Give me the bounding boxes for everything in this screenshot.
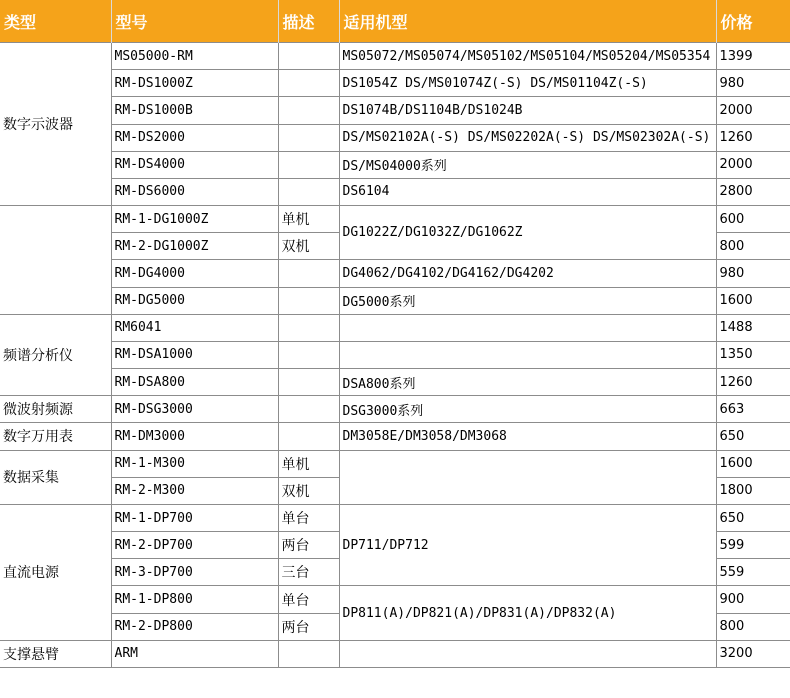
model-cell: RM-2-M300	[111, 477, 278, 504]
fit-cell: DS6104	[339, 178, 716, 205]
desc-cell	[278, 396, 339, 423]
desc-cell	[278, 260, 339, 287]
model-cell: RM-DM3000	[111, 423, 278, 450]
fit-cell: DS/MS04000系列	[339, 151, 716, 178]
model-cell: RM-1-DP800	[111, 586, 278, 613]
model-cell: RM-DSG3000	[111, 396, 278, 423]
desc-cell: 三台	[278, 559, 339, 586]
desc-cell	[278, 640, 339, 667]
desc-cell	[278, 287, 339, 314]
desc-cell: 单台	[278, 504, 339, 531]
desc-cell: 单机	[278, 450, 339, 477]
table-row	[0, 43, 790, 70]
category-spectrum: 频谱分析仪	[0, 314, 111, 396]
desc-cell: 单机	[278, 206, 339, 233]
table-row	[0, 450, 790, 477]
table-row	[0, 260, 790, 287]
model-cell: RM-1-DG1000Z	[111, 206, 278, 233]
header-type: 类型	[0, 0, 111, 43]
model-cell: RM-DS1000Z	[111, 70, 278, 97]
header-desc: 描述	[278, 0, 339, 43]
price-cell: 1600	[716, 287, 790, 314]
fit-cell: DM3058E/DM3058/DM3068	[339, 423, 716, 450]
model-cell: RM-DS4000	[111, 151, 278, 178]
category-blank	[0, 206, 111, 315]
model-cell: RM-DS2000	[111, 124, 278, 151]
desc-cell	[278, 341, 339, 368]
fit-cell: DP711/DP712	[339, 504, 716, 586]
category-daq: 数据采集	[0, 450, 111, 504]
model-cell: RM-DSA800	[111, 369, 278, 396]
price-cell: 1350	[716, 341, 790, 368]
table-row	[0, 70, 790, 97]
price-cell: 800	[716, 233, 790, 260]
model-cell: RM6041	[111, 314, 278, 341]
fit-cell	[339, 640, 716, 667]
price-cell: 900	[716, 586, 790, 613]
model-cell: ARM	[111, 640, 278, 667]
price-cell: 599	[716, 532, 790, 559]
model-cell: MS05000-RM	[111, 43, 278, 70]
desc-cell	[278, 70, 339, 97]
header-row	[0, 0, 790, 43]
model-cell: RM-DSA1000	[111, 341, 278, 368]
desc-cell	[278, 369, 339, 396]
price-cell: 1260	[716, 369, 790, 396]
model-cell: RM-2-DG1000Z	[111, 233, 278, 260]
table-row	[0, 640, 790, 667]
desc-cell: 双机	[278, 477, 339, 504]
header-fit: 适用机型	[339, 0, 716, 43]
desc-cell: 两台	[278, 613, 339, 640]
fit-cell: DS1074B/DS1104B/DS1024B	[339, 97, 716, 124]
fit-cell: DSA800系列	[339, 369, 716, 396]
table-row	[0, 287, 790, 314]
table-row	[0, 586, 790, 613]
model-cell: RM-DG4000	[111, 260, 278, 287]
desc-cell: 两台	[278, 532, 339, 559]
header-price: 价格	[716, 0, 790, 43]
desc-cell	[278, 314, 339, 341]
desc-cell: 单台	[278, 586, 339, 613]
price-cell: 980	[716, 70, 790, 97]
fit-cell: DG5000系列	[339, 287, 716, 314]
category-power: 直流电源	[0, 504, 111, 640]
desc-cell: 双机	[278, 233, 339, 260]
price-cell: 559	[716, 559, 790, 586]
fit-cell	[339, 450, 716, 504]
price-cell: 1600	[716, 450, 790, 477]
desc-cell	[278, 423, 339, 450]
desc-cell	[278, 124, 339, 151]
price-cell: 2000	[716, 151, 790, 178]
fit-cell: DSG3000系列	[339, 396, 716, 423]
price-cell: 3200	[716, 640, 790, 667]
price-cell: 980	[716, 260, 790, 287]
table-row	[0, 124, 790, 151]
table-row	[0, 314, 790, 341]
desc-cell	[278, 43, 339, 70]
price-cell: 650	[716, 504, 790, 531]
desc-cell	[278, 97, 339, 124]
model-cell: RM-DG5000	[111, 287, 278, 314]
table-row	[0, 369, 790, 396]
category-oscilloscope: 数字示波器	[0, 43, 111, 206]
price-cell: 600	[716, 206, 790, 233]
table-row	[0, 423, 790, 450]
desc-cell	[278, 178, 339, 205]
fit-cell	[339, 314, 716, 341]
model-cell: RM-3-DP700	[111, 559, 278, 586]
fit-cell: DS/MS02102A(-S) DS/MS02202A(-S) DS/MS02302A(-S)	[339, 124, 716, 151]
header-model: 型号	[111, 0, 278, 43]
fit-cell: DS1054Z DS/MS01074Z(-S) DS/MS01104Z(-S)	[339, 70, 716, 97]
table-row	[0, 178, 790, 205]
category-multimeter: 数字万用表	[0, 423, 111, 450]
category-microwave: 微波射频源	[0, 396, 111, 423]
table-row	[0, 504, 790, 531]
category-arm: 支撑悬臂	[0, 640, 111, 667]
fit-cell: DG4062/DG4102/DG4162/DG4202	[339, 260, 716, 287]
fit-cell	[339, 341, 716, 368]
model-cell: RM-DS6000	[111, 178, 278, 205]
fit-cell: DP811(A)/DP821(A)/DP831(A)/DP832(A)	[339, 586, 716, 640]
model-cell: RM-2-DP700	[111, 532, 278, 559]
table-row	[0, 341, 790, 368]
model-cell: RM-1-DP700	[111, 504, 278, 531]
table-row	[0, 97, 790, 124]
fit-cell: MS05072/MS05074/MS05102/MS05104/MS05204/MS05354	[339, 43, 716, 70]
table-row	[0, 396, 790, 423]
table-row	[0, 206, 790, 233]
price-cell: 1399	[716, 43, 790, 70]
price-cell: 1488	[716, 314, 790, 341]
price-cell: 2800	[716, 178, 790, 205]
model-cell: RM-2-DP800	[111, 613, 278, 640]
price-cell: 663	[716, 396, 790, 423]
price-cell: 1800	[716, 477, 790, 504]
fit-cell: DG1022Z/DG1032Z/DG1062Z	[339, 206, 716, 260]
desc-cell	[278, 151, 339, 178]
table-row	[0, 151, 790, 178]
price-cell: 650	[716, 423, 790, 450]
price-cell: 2000	[716, 97, 790, 124]
model-cell: RM-1-M300	[111, 450, 278, 477]
price-cell: 1260	[716, 124, 790, 151]
price-cell: 800	[716, 613, 790, 640]
model-cell: RM-DS1000B	[111, 97, 278, 124]
